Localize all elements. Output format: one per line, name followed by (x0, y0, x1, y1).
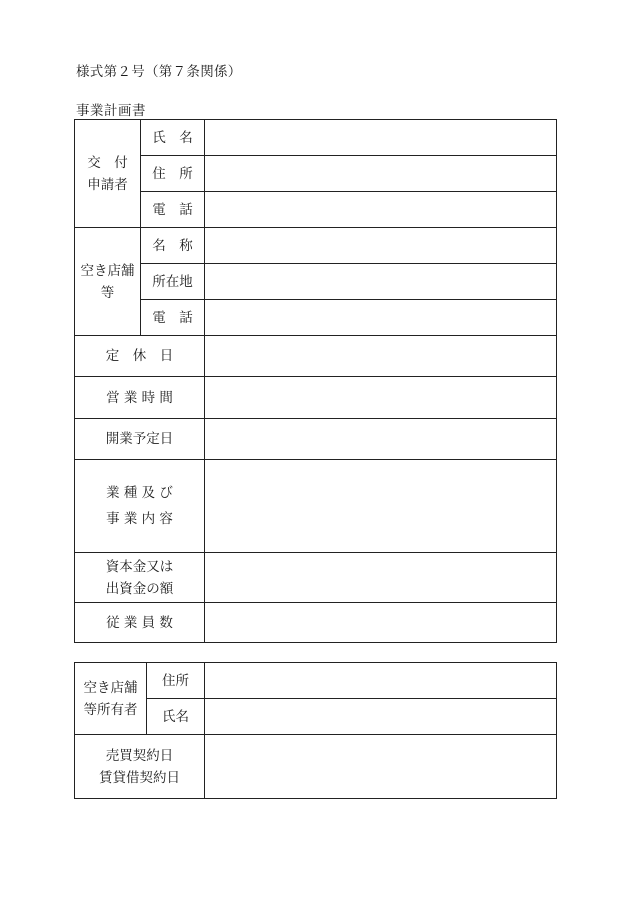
applicant-address-label: 住 所 (141, 156, 205, 192)
hours-field[interactable] (205, 377, 557, 419)
store-name-field[interactable] (205, 228, 557, 264)
store-phone-row (75, 300, 557, 336)
contract-date-label-line2: 賃貸借契約日 (99, 769, 180, 786)
hours-row (75, 377, 557, 419)
hours-label: 営 業 時 間 (75, 377, 205, 419)
applicant-phone-row (75, 192, 557, 228)
owner-name-row (75, 699, 557, 735)
owner-name-label: 氏名 (147, 699, 205, 735)
store-owner-table (74, 662, 557, 799)
applicant-name-row (75, 120, 557, 156)
applicant-address-row (75, 156, 557, 192)
holiday-field[interactable] (205, 336, 557, 377)
applicant-name-field[interactable] (205, 120, 557, 156)
store-location-label: 所在地 (141, 264, 205, 300)
owner-name-field[interactable] (205, 699, 557, 735)
applicant-address-field[interactable] (205, 156, 557, 192)
contract-date-label-line1: 売買契約日 (105, 747, 174, 764)
owner-group-label-line1: 空き店舗 (83, 679, 138, 696)
store-location-field[interactable] (205, 264, 557, 300)
store-phone-field[interactable] (205, 300, 557, 336)
holiday-label: 定 休 日 (75, 336, 205, 377)
opening-date-label: 開業予定日 (75, 419, 205, 460)
applicant-group-label-line1: 交 付 (87, 154, 128, 171)
business-type-label-line2: 事 業 内 容 (106, 511, 173, 527)
owner-group-label-line2: 等所有者 (83, 701, 138, 718)
business-type-row (75, 460, 557, 553)
employees-field[interactable] (205, 603, 557, 643)
form-number: 様式第２号（第７条関係） (76, 64, 242, 80)
applicant-phone-field[interactable] (205, 192, 557, 228)
capital-label (75, 553, 205, 603)
document-title: 事業計画書 (76, 103, 146, 119)
applicant-group-label (75, 120, 141, 228)
contract-date-row (75, 735, 557, 799)
capital-field[interactable] (205, 553, 557, 603)
applicant-name-label: 氏 名 (141, 120, 205, 156)
business-type-label (75, 460, 205, 553)
capital-label-line1: 資本金又は (105, 558, 174, 575)
employees-row (75, 603, 557, 643)
owner-address-row (75, 663, 557, 699)
capital-row (75, 553, 557, 603)
opening-date-field[interactable] (205, 419, 557, 460)
owner-address-field[interactable] (205, 663, 557, 699)
store-name-row (75, 228, 557, 264)
capital-label-line2: 出資金の額 (105, 580, 174, 597)
store-group-label-line1: 空き店舗 (80, 262, 135, 279)
contract-date-field[interactable] (205, 735, 557, 799)
business-type-field[interactable] (205, 460, 557, 553)
store-phone-label: 電 話 (141, 300, 205, 336)
opening-date-row (75, 419, 557, 460)
contract-date-label (75, 735, 205, 799)
business-type-label-line1: 業 種 及 び (106, 485, 173, 501)
store-group-label-line2: 等 (100, 284, 115, 301)
business-plan-table (74, 119, 557, 643)
applicant-phone-label: 電 話 (141, 192, 205, 228)
owner-address-label: 住所 (147, 663, 205, 699)
store-group-label (75, 228, 141, 336)
applicant-group-label-line2: 申請者 (87, 176, 128, 193)
owner-group-label (75, 663, 147, 735)
employees-label: 従 業 員 数 (75, 603, 205, 643)
store-location-row (75, 264, 557, 300)
store-name-label: 名 称 (141, 228, 205, 264)
holiday-row (75, 336, 557, 377)
